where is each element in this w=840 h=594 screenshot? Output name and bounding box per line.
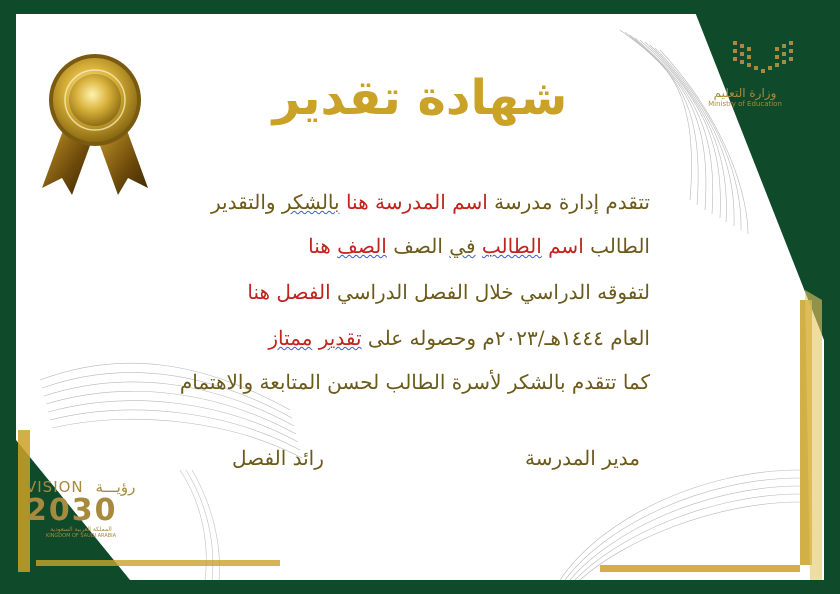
line-1-appreciation: والتقدير	[210, 190, 282, 214]
certificate-title: شهادة تقدير	[272, 70, 568, 126]
vision-kingdom-arabic: المملكة العربية السعودية	[50, 526, 112, 533]
line-1-text: تتقدم إدارة مدرسة	[487, 190, 650, 214]
grade-rating-word: تقدير	[318, 326, 362, 350]
vision-kingdom-english: KINGDOM OF SAUDI ARABIA	[45, 533, 117, 539]
line-1-thanks: بالشكر	[281, 190, 340, 214]
certificate-line-5: كما تتقدم بالشكر لأسرة الطالب لحسن المتابعة والاهتمام	[179, 370, 650, 394]
school-name-placeholder: اسم المدرسة هنا	[345, 190, 488, 214]
line-4-text: العام ١٤٤٤هـ/٢٠٢٣م وحصوله على	[361, 326, 650, 350]
principal-signature-label: مدير المدرسة	[524, 446, 640, 470]
line-2-student-word: الطالب	[583, 234, 650, 258]
certificate-line-2	[90, 234, 650, 258]
certificate-line-3	[90, 280, 650, 304]
vision-2030-logo	[26, 478, 136, 539]
semester-placeholder: الفصل هنا	[247, 280, 331, 304]
grade-placeholder-2: هنا	[308, 234, 338, 258]
student-name-placeholder-1: اسم	[541, 234, 584, 258]
certificate-line-1	[90, 190, 650, 214]
ministry-name-english: Ministry of Education	[708, 100, 782, 108]
student-name-placeholder-2: الطالب	[481, 234, 542, 258]
vision-year: 2030	[26, 493, 118, 528]
vision-latin: VISION	[26, 478, 84, 496]
teacher-signature-label: رائد الفصل	[232, 446, 324, 470]
certificate-line-4	[90, 326, 650, 350]
vision-arabic: رؤيـــة	[95, 478, 136, 496]
grade-placeholder-1: الصف	[337, 234, 387, 258]
ministry-name-arabic: وزارة التعليم	[713, 86, 777, 100]
grade-rating-value: ممتاز	[268, 326, 313, 350]
line-2-in: في	[449, 234, 476, 258]
line-3-text: لتفوقه الدراسي خلال الفصل الدراسي	[330, 280, 650, 304]
line-2-grade-word: الصف	[386, 234, 450, 258]
